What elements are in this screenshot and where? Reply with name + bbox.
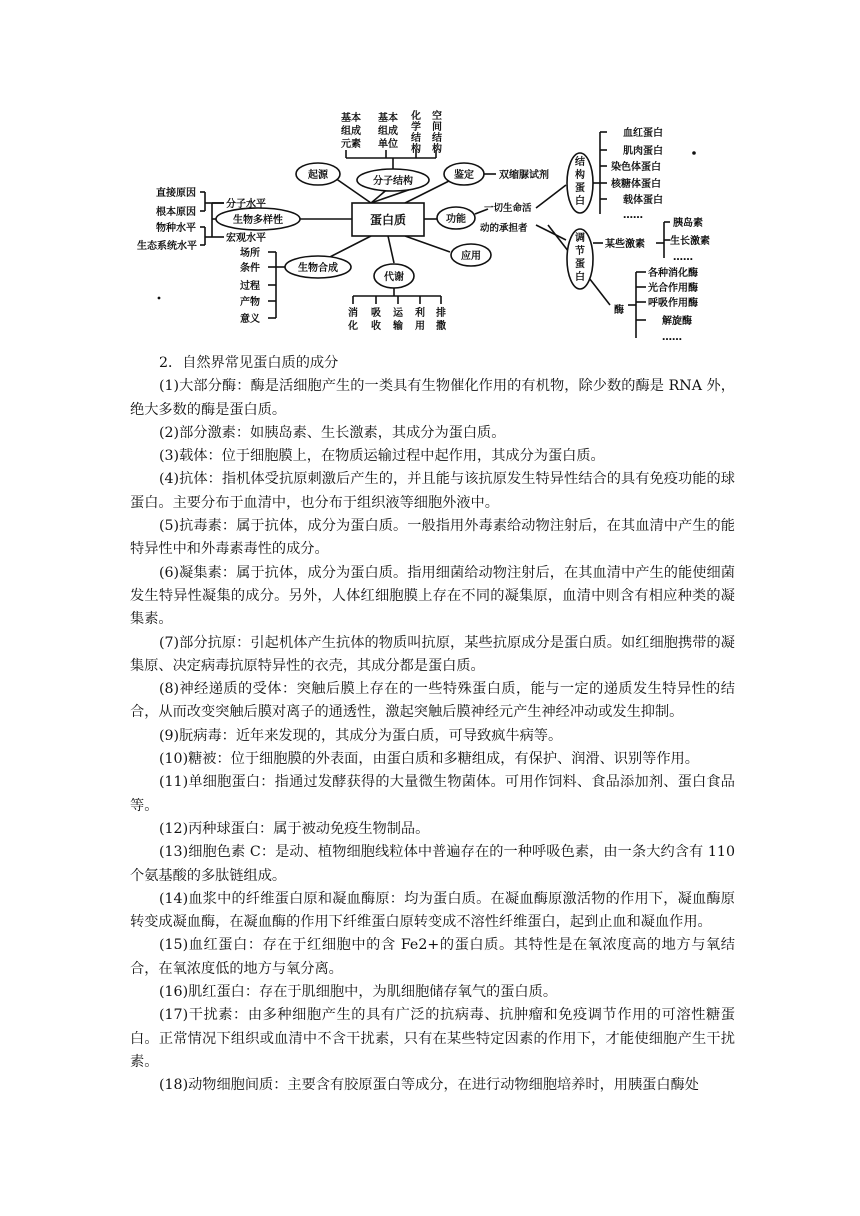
function-label: 功能 xyxy=(446,214,466,225)
paragraph: (12)丙种球蛋白：属于被动免疫生物制品。 xyxy=(159,820,430,837)
metabolism-item: 撒 xyxy=(436,321,446,332)
enzyme-item: 呼吸作用酶 xyxy=(648,298,698,309)
paragraph: (14)血浆中的纤维蛋白原和凝血酶原：均为蛋白质。在凝血酶原激活物的作用下，凝血酶原转变成凝血酶，在凝血酶的作用下纤维蛋白原转变成不溶性纤维蛋白，起到止血和凝血作用。 xyxy=(130,890,735,931)
paragraph: (6)凝集素：属于抗体，成分为蛋白质。指用细菌给动物注射后，在其血清中产生的能使细菌发生特异性凝集的成分。另外，人体红细胞膜上存在不同的凝集原，血清中则含有相应种类的凝集素。 xyxy=(130,564,735,628)
structural-proteins xyxy=(567,126,696,221)
diversity-macro: 宏观水平 xyxy=(226,233,266,244)
paragraph: (18)动物细胞间质：主要含有胶原蛋白等成分，在进行动物细胞培养时，用胰蛋白酶处 xyxy=(159,1077,699,1094)
regulatory-item: …… xyxy=(673,252,693,263)
protein-concept-map xyxy=(0,0,860,345)
paragraph: (10)糖被：位于细胞膜的外表面，由蛋白质和多糖组成，有保护、润滑、识别等作用。 xyxy=(159,751,699,768)
enzyme-label: 酶 xyxy=(614,305,624,316)
paragraph: (7)部分抗原：引起机体产生抗体的物质叫抗原，某些抗原成分是蛋白质。如红细胞携带的凝集原、决定病毒抗原特异性的衣壳，其成分都是蛋白质。 xyxy=(130,634,735,674)
structure-item: 化 xyxy=(411,111,421,122)
structural-label: 白 xyxy=(575,196,585,207)
synthesis-label: 生物合成 xyxy=(298,263,338,274)
structural-item: 染色体蛋白 xyxy=(611,162,661,173)
metabolism-label: 代谢 xyxy=(384,272,404,283)
structural-label: 蛋 xyxy=(575,183,585,194)
regulatory-item: 生长激素 xyxy=(670,236,710,247)
diversity-label: 生物多样性 xyxy=(233,215,283,226)
application-node xyxy=(451,244,491,266)
identify-reagent: 双缩脲试剂 xyxy=(499,170,549,181)
paragraph: (13)细胞色素 C：是动、植物细胞线粒体中普遍存在的一种呼吸色素，由一条大约含有 110 个氨基酸的多肽链组成。 xyxy=(130,844,735,884)
synthesis-branch xyxy=(239,246,351,325)
regulatory-label: 节 xyxy=(575,246,585,257)
synthesis-item: 过程 xyxy=(240,281,260,292)
identify-label: 鉴定 xyxy=(454,170,474,181)
enzyme-item: 解旋酶 xyxy=(662,316,692,327)
paragraph: (16)肌红蛋白：存在于肌细胞中，为肌细胞储存氧气的蛋白质。 xyxy=(159,984,558,1001)
structural-item: 肌肉蛋白 xyxy=(623,146,663,157)
structural-label: 结 xyxy=(575,157,585,168)
application-label: 应用 xyxy=(461,251,481,262)
paragraph: (1)大部分酶：酶是活细胞产生的一类具有生物催化作用的有机物，除少数的酶是 RNA 外，绝大多数的酶是蛋白质。 xyxy=(130,378,735,418)
function-line2: 动的承担者 xyxy=(480,223,528,234)
paragraph: (9)朊病毒：近年来发现的，其成分为蛋白质，可导致疯牛病等。 xyxy=(159,727,563,744)
paragraph: (3)载体：位于细胞膜上，在物质运输过程中起作用，其成分为蛋白质。 xyxy=(159,448,605,465)
origin-label: 起源 xyxy=(308,170,328,181)
structure-item: 基本 xyxy=(378,113,398,124)
regulatory-label: 白 xyxy=(575,272,585,283)
diversity-branch xyxy=(137,186,300,252)
regulatory-item: 胰岛素 xyxy=(673,218,703,229)
metabolism-item: 运 xyxy=(393,308,403,319)
structure-item: 学 xyxy=(411,122,421,133)
regulatory-hormone: 某些激素 xyxy=(605,239,645,250)
synthesis-item: 场所 xyxy=(240,248,260,259)
paragraph: (4)抗体：指机体受抗原刺激后产生的，并且能与该抗原发生特异性结合的具有免疫功能的球蛋白。主要分布于血清中，也分布于组织液等细胞外液中。 xyxy=(130,471,735,511)
diversity-level: 物种水平 xyxy=(156,223,196,234)
regulatory-label: 蛋 xyxy=(575,259,585,270)
structure-item: 构 xyxy=(432,144,442,155)
center-label: 蛋白质 xyxy=(369,213,407,227)
synthesis-item: 产物 xyxy=(240,297,260,308)
identify-node xyxy=(444,163,549,185)
metabolism-item: 吸 xyxy=(371,308,381,319)
structural-label: 构 xyxy=(575,170,585,181)
metabolism-item: 输 xyxy=(393,321,403,332)
structure-item: 基本 xyxy=(341,113,361,124)
metabolism-item: 用 xyxy=(415,321,425,332)
synthesis-item: 条件 xyxy=(240,263,260,274)
structure-item: 组成 xyxy=(341,126,361,137)
regulatory-label: 调 xyxy=(575,233,585,244)
metabolism-item: 利 xyxy=(415,308,425,319)
article xyxy=(130,352,735,1098)
paragraph: (15)血红蛋白：存在于红细胞中的含 Fe2+的蛋白质。其特性是在氧浓度高的地方与氧结合，在氧浓度低的地方与氧分离。 xyxy=(130,937,735,977)
structural-item: 载体蛋白 xyxy=(623,195,663,206)
enzyme-item: …… xyxy=(662,332,682,343)
structural-item: 血红蛋白 xyxy=(623,128,663,139)
structure-item: 单位 xyxy=(378,139,398,150)
paragraph: (2)部分激素：如胰岛素、生长激素，其成分为蛋白质。 xyxy=(159,424,506,441)
diversity-molecular: 分子水平 xyxy=(226,199,266,210)
paragraph: (5)抗毒素：属于抗体，成分为蛋白质。一般指用外毒素给动物注射后，在其血清中产生的能特异性中和外毒素毒性的成分。 xyxy=(130,518,735,558)
structure-branch xyxy=(341,109,442,191)
structural-item: …… xyxy=(623,210,643,221)
paragraph: (17)干扰素：由多种细胞产生的具有广泛的抗病毒、抗肿瘤和免疫调节作用的可溶性糖蛋白。正常情况下组织或血清中不含干扰素，只有在某些特定因素的作用下，才能使细胞产生干扰素。 xyxy=(130,1007,735,1070)
metabolism-item: 消 xyxy=(348,308,358,319)
paragraph: (8)神经递质的受体：突触后膜上存在的一些特殊蛋白质，能与一定的递质发生特异性的结合，从而改变突触后膜对离子的通透性，激起突触后膜神经元产生神经冲动或发生抑制。 xyxy=(130,681,735,721)
enzyme-item: 光合作用酶 xyxy=(648,283,698,294)
function-line1: 一切生命活 xyxy=(484,203,532,214)
structure-item: 元素 xyxy=(341,139,361,150)
stray-dot xyxy=(158,297,161,300)
synthesis-item: 意义 xyxy=(240,314,260,325)
structure-item: 间 xyxy=(432,122,442,133)
enzymes xyxy=(614,266,698,343)
structure-item: 组成 xyxy=(378,126,398,137)
paragraph: (11)单细胞蛋白：指通过发酵获得的大量微生物菌体。可用作饲料、食品添加剂、蛋白食品等。 xyxy=(130,774,735,814)
structure-label: 分子结构 xyxy=(373,176,413,187)
structural-item: 核糖体蛋白 xyxy=(611,179,661,190)
metabolism-item: 排 xyxy=(436,308,446,319)
diversity-cause: 直接原因 xyxy=(156,188,196,199)
origin-node xyxy=(296,163,340,185)
structure-item: 构 xyxy=(411,144,421,155)
metabolism-item: 收 xyxy=(371,321,381,332)
diversity-cause: 根本原因 xyxy=(156,207,196,218)
stray-dot xyxy=(692,151,696,155)
structure-item: 结 xyxy=(432,133,442,144)
structure-item: 空 xyxy=(432,111,442,122)
metabolism-branch xyxy=(347,264,446,332)
diversity-level: 生态系统水平 xyxy=(137,241,197,252)
structure-item: 结 xyxy=(411,133,421,144)
section-heading: 2．自然界常见蛋白质的成分 xyxy=(159,355,339,371)
enzyme-item: 各种消化酶 xyxy=(648,268,698,279)
metabolism-item: 化 xyxy=(348,321,358,332)
